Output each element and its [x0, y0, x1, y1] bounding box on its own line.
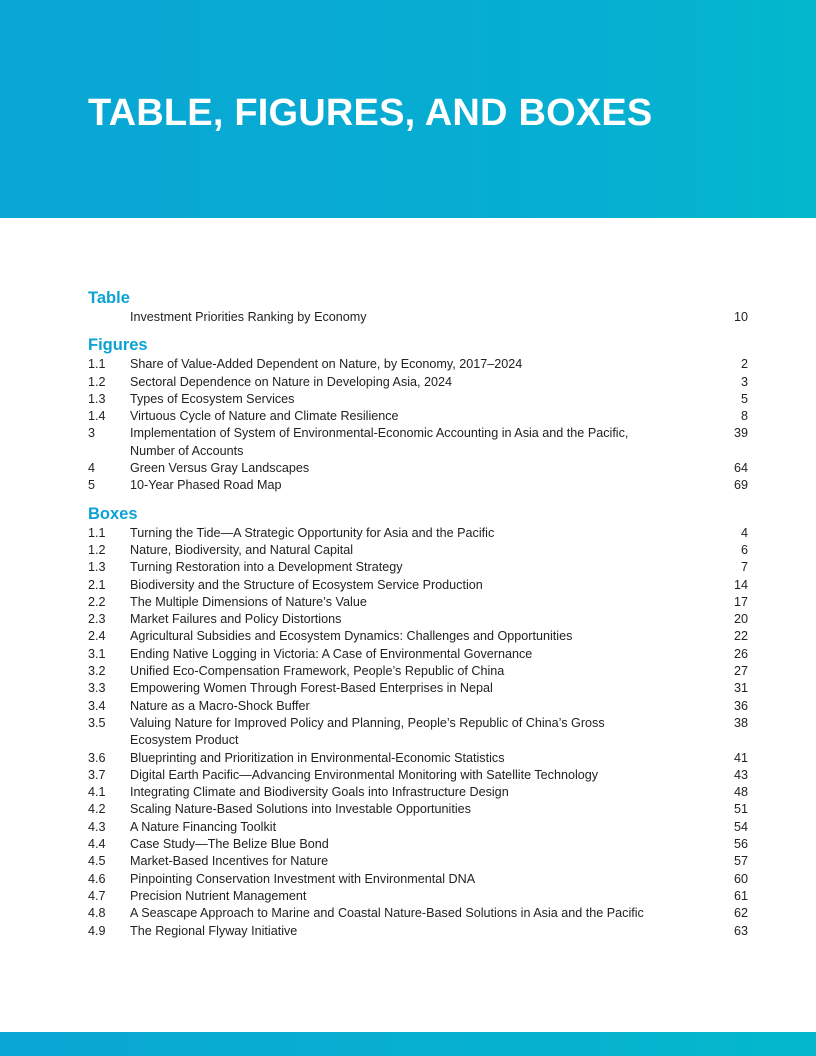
entry-page: 63 [733, 923, 748, 938]
entry-page: 5 [740, 391, 748, 406]
entry-page: 36 [733, 698, 748, 713]
toc-entry[interactable] [88, 801, 748, 818]
entry-number: 2.3 [88, 612, 106, 627]
toc-entry[interactable] [88, 425, 748, 460]
toc-list [88, 287, 748, 948]
section-heading-table: Table [88, 289, 130, 307]
entry-number: 1.2 [88, 542, 106, 557]
entry-number: 3.2 [88, 664, 106, 679]
entry-page: 22 [733, 629, 748, 644]
entry-number: 4.5 [88, 854, 106, 869]
toc-entry[interactable] [88, 525, 748, 542]
entry-title: Sectoral Dependence on Nature in Developing Asia, 2024 [130, 374, 453, 389]
entry-page: 26 [733, 646, 748, 661]
entry-title: Investment Priorities Ranking by Economy [130, 310, 367, 324]
toc-entry[interactable] [88, 663, 748, 680]
toc-entry[interactable] [88, 391, 748, 408]
entry-number: 1.2 [88, 374, 106, 389]
section-heading-figures: Figures [88, 336, 148, 355]
toc-entry[interactable] [88, 905, 748, 922]
entry-number: 1.4 [88, 409, 106, 424]
section-boxes [88, 503, 748, 940]
toc-entry[interactable] [88, 819, 748, 836]
section-table [88, 287, 748, 326]
entry-title: Pinpointing Conservation Investment with Environmental DNA [130, 871, 476, 886]
entry-page: 38 [733, 715, 748, 730]
header-banner [0, 0, 816, 218]
toc-entry[interactable] [88, 767, 748, 784]
toc-entry[interactable] [88, 460, 748, 477]
toc-entry[interactable] [88, 408, 748, 425]
entry-page: 2 [740, 357, 748, 372]
entry-page: 7 [740, 560, 748, 575]
toc-entry[interactable] [88, 309, 748, 326]
toc-entry[interactable] [88, 646, 748, 663]
toc-entry[interactable] [88, 715, 748, 750]
entry-title: A Nature Financing Toolkit [130, 819, 277, 834]
entry-page: 14 [733, 577, 748, 592]
entry-title: Agricultural Subsidies and Ecosystem Dynamics: Challenges and Opportunities [130, 629, 573, 644]
entry-title: Integrating Climate and Biodiversity Goals into Infrastructure Design [130, 785, 509, 800]
entry-page: 64 [733, 461, 748, 476]
entry-number: 2.1 [88, 577, 106, 592]
entry-title: Blueprinting and Prioritization in Environmental-Economic Statistics [130, 750, 505, 765]
entry-title: Nature as a Macro-Shock Buffer [130, 698, 310, 713]
toc-entry[interactable] [88, 356, 748, 373]
entry-number: 4.8 [88, 906, 106, 921]
entry-title: Empowering Women Through Forest-Based Enterprises in Nepal [130, 681, 493, 696]
toc-entry[interactable] [88, 750, 748, 767]
entry-title: Turning the Tide—A Strategic Opportunity for Asia and the Pacific [130, 525, 495, 540]
entry-title: Valuing Nature for Improved Policy and Planning, People’s Republic of China’s Gross Ecosystem Product [130, 715, 605, 748]
toc-entry[interactable] [88, 611, 748, 628]
toc-entry[interactable] [88, 542, 748, 559]
toc-entry[interactable] [88, 784, 748, 801]
entry-number: 4 [88, 461, 96, 476]
entry-title: Market Failures and Policy Distortions [130, 612, 342, 627]
entry-page: 62 [733, 906, 748, 921]
entry-title: Virtuous Cycle of Nature and Climate Resilience [130, 409, 399, 424]
entry-page: 51 [733, 802, 748, 817]
entry-number: 1.1 [88, 525, 106, 540]
entry-title: Types of Ecosystem Services [130, 391, 295, 406]
footer-bar [0, 1032, 816, 1056]
entry-number: 4.3 [88, 819, 106, 834]
entry-number: 4.9 [88, 923, 106, 938]
entry-number: 3.1 [88, 646, 106, 661]
entry-number: 4.2 [88, 802, 106, 817]
entry-title: Scaling Nature-Based Solutions into Investable Opportunities [130, 802, 471, 817]
entry-title: 10-Year Phased Road Map [130, 478, 282, 493]
toc-entry[interactable] [88, 888, 748, 905]
entry-title: Biodiversity and the Structure of Ecosystem Service Production [130, 577, 483, 592]
toc-entry[interactable] [88, 853, 748, 870]
entry-number: 3.7 [88, 767, 106, 782]
entry-number: 1.3 [88, 391, 106, 406]
toc-entry[interactable] [88, 477, 748, 494]
entry-page: 8 [740, 409, 748, 424]
entry-page: 69 [733, 478, 748, 493]
toc-entry[interactable] [88, 594, 748, 611]
entry-title: Market-Based Incentives for Nature [130, 854, 329, 869]
section-figures [88, 334, 748, 494]
toc-entry[interactable] [88, 836, 748, 853]
entry-title: Nature, Biodiversity, and Natural Capital [130, 542, 354, 557]
entry-page: 4 [740, 525, 748, 540]
entry-title: Unified Eco-Compensation Framework, People’s Republic of China [130, 664, 505, 679]
entry-page: 60 [733, 871, 748, 886]
toc-entry[interactable] [88, 698, 748, 715]
entry-number [88, 309, 130, 326]
entry-number: 4.4 [88, 837, 106, 852]
toc-entry[interactable] [88, 680, 748, 697]
entry-page: 56 [733, 837, 748, 852]
page-title: TABLE, FIGURES, AND BOXES [88, 92, 653, 134]
entry-title: Precision Nutrient Management [130, 888, 307, 903]
toc-entry[interactable] [88, 577, 748, 594]
entry-title: Implementation of System of Environmental-Economic Accounting in Asia and the Pacific, Number of Accounts [130, 426, 629, 458]
entry-page: 10 [733, 310, 748, 324]
entry-title: The Regional Flyway Initiative [130, 923, 298, 938]
entry-number: 4.7 [88, 888, 106, 903]
entry-page: 39 [733, 426, 748, 441]
entry-page: 54 [733, 819, 748, 834]
entry-number: 5 [88, 478, 96, 493]
entry-page: 17 [733, 594, 748, 609]
entry-page: 6 [740, 542, 748, 557]
entry-number: 4.6 [88, 871, 106, 886]
toc-entry[interactable] [88, 559, 748, 576]
entry-title: A Seascape Approach to Marine and Coastal Nature-Based Solutions in Asia and the Pacific [130, 906, 644, 921]
entry-page: 31 [733, 681, 748, 696]
entry-page: 57 [733, 854, 748, 869]
entry-title: Digital Earth Pacific—Advancing Environmental Monitoring with Satellite Technology [130, 767, 599, 782]
entry-page: 27 [733, 664, 748, 679]
entry-title: Turning Restoration into a Development Strategy [130, 560, 403, 575]
entry-page: 3 [740, 374, 748, 389]
entry-number: 3.5 [88, 715, 106, 730]
entry-title: Case Study—The Belize Blue Bond [130, 837, 329, 852]
entry-title: The Multiple Dimensions of Nature’s Value [130, 594, 367, 609]
toc-entry[interactable] [88, 374, 748, 391]
entry-page: 61 [733, 888, 748, 903]
entry-number: 1.3 [88, 560, 106, 575]
toc-entry[interactable] [88, 628, 748, 645]
entry-page: 43 [733, 767, 748, 782]
section-heading-boxes: Boxes [88, 504, 138, 523]
entry-page: 20 [733, 612, 748, 627]
entry-number: 1.1 [88, 357, 106, 372]
entry-number: 3.4 [88, 698, 106, 713]
toc-entry[interactable] [88, 871, 748, 888]
entry-title: Green Versus Gray Landscapes [130, 461, 310, 476]
entry-number: 3.3 [88, 681, 106, 696]
toc-entry[interactable] [88, 923, 748, 940]
entry-title: Share of Value-Added Dependent on Nature, by Economy, 2017–2024 [130, 357, 523, 372]
entry-number: 2.4 [88, 629, 106, 644]
entry-number: 3.6 [88, 750, 106, 765]
entry-page: 41 [733, 750, 748, 765]
entry-number: 2.2 [88, 594, 106, 609]
entry-number: 3 [88, 426, 96, 441]
entry-title: Ending Native Logging in Victoria: A Case of Environmental Governance [130, 646, 533, 661]
entry-page: 48 [733, 785, 748, 800]
entry-number: 4.1 [88, 785, 106, 800]
